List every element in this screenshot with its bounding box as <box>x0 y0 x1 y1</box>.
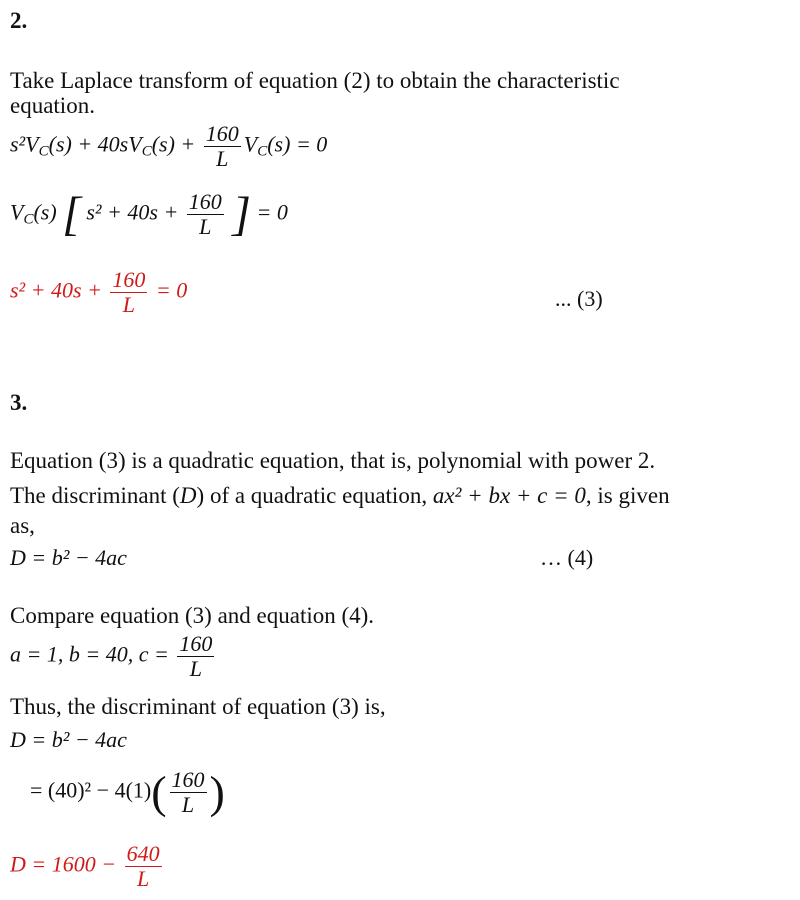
compare-line: Compare equation (3) and equation (4). <box>10 603 375 628</box>
eq2-fraction <box>187 190 224 239</box>
section-2-number: 2. <box>10 8 28 33</box>
para2-text-b: ) of a quadratic equation, <box>196 483 433 508</box>
right-paren: ) <box>209 766 225 818</box>
eq1-frac-den: L <box>216 146 229 171</box>
para2-text-c: , is given <box>585 483 670 508</box>
eq2-arg: (s) <box>33 199 57 225</box>
thus-line: Thus, the discriminant of equation (3) is, <box>10 694 386 719</box>
eq1-rhs: (s) = 0 <box>267 131 328 157</box>
coeffs-fraction <box>177 632 214 681</box>
eq2-inner: s² + 40s + <box>86 199 179 225</box>
eq7-fraction <box>125 842 162 891</box>
eq2-rhs: = 0 <box>256 199 288 225</box>
eq3-frac-den: L <box>122 292 136 317</box>
para2-text-a: The discriminant ( <box>10 483 180 508</box>
coefficients <box>10 632 217 681</box>
equation-ref-3: ... (3) <box>555 286 603 311</box>
eq1-term-b: (s) + 40sV <box>48 131 142 157</box>
section-3-para-line-2 <box>10 483 670 508</box>
eq6-fraction <box>170 768 207 817</box>
discriminant-restated: D = b² − 4ac <box>10 727 127 752</box>
eq1-term-c: (s) + <box>151 131 196 157</box>
discriminant-formula: D = b² − 4ac <box>10 545 127 570</box>
right-bracket: ] <box>232 187 251 241</box>
eq3-lhs: s² + 40s + <box>10 277 102 303</box>
left-paren: ( <box>151 766 167 818</box>
eq2-sub: C <box>23 211 34 228</box>
eq1-sub-a: C <box>38 143 49 160</box>
eq2-frac-num: 160 <box>188 189 222 214</box>
eq3-fraction <box>110 268 147 317</box>
section-3-number: 3. <box>10 390 28 415</box>
eq3-rhs: = 0 <box>155 277 188 303</box>
eq6-frac-num: 160 <box>171 767 205 792</box>
eq1-sub-b: C <box>141 143 152 160</box>
eq7-lhs: D = 1600 − <box>10 851 117 877</box>
eq1-frac-num: 160 <box>205 121 239 146</box>
eq3-frac-num: 160 <box>112 267 146 292</box>
quadratic-general-form: ax² + bx + c = 0 <box>432 483 586 508</box>
coeffs-text: a = 1, b = 40, c = <box>10 641 169 667</box>
eq6-frac-den: L <box>181 792 195 817</box>
section-3-para-line-1: Equation (3) is a quadratic equation, that is, polynomial with power 2. <box>10 448 656 473</box>
discriminant-substitution <box>30 768 225 817</box>
eq1-term-d: V <box>243 131 258 157</box>
section-2-intro-line-1: Take Laplace transform of equation (2) to obtain the characteristic <box>10 68 620 93</box>
eq6-lhs: = (40)² − 4(1) <box>30 777 152 803</box>
coeffs-frac-den: L <box>189 656 202 681</box>
coeffs-frac-num: 160 <box>179 631 213 656</box>
discriminant-result <box>10 842 165 891</box>
section-3-para-line-3: as, <box>10 513 35 538</box>
section-2-intro-line-2: equation. <box>10 93 95 118</box>
eq1-fraction <box>204 122 241 171</box>
eq1-sub-d: C <box>257 143 268 160</box>
eq1-term-a: s²V <box>10 131 39 157</box>
equation-laplace-transform <box>10 122 327 171</box>
equation-factored <box>10 187 288 241</box>
eq7-frac-num: 640 <box>126 841 160 866</box>
left-bracket: [ <box>62 187 81 241</box>
eq2-frac-den: L <box>199 214 212 239</box>
characteristic-equation <box>10 268 187 317</box>
eq2-lhs: V <box>10 199 24 225</box>
para2-D: D <box>179 483 197 508</box>
eq7-frac-den: L <box>136 866 150 891</box>
equation-ref-4: … (4) <box>540 545 594 570</box>
